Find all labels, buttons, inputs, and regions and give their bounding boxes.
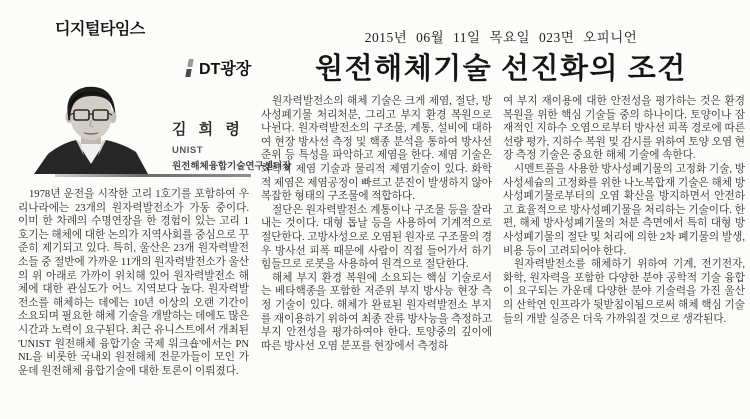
column-flag-icon bbox=[186, 59, 193, 77]
byline-divider bbox=[55, 174, 251, 177]
article-paragraph: 절단은 원자력발전소 계통이나 구조물 등을 잘라내는 것이다. 대형 톱날 등을 사용하여 기계적으로 절단한다. 고방사성으로 오염된 원자로 구조물의 경우 방사선 피폭 때문에 사람이 직접 들어가서 하기 힘들므로 로봇을 사용하여 원격으로 절단한다. bbox=[261, 204, 492, 271]
article-paragraph: 시멘트풀을 사용한 방사성폐기물의 고정화 기술, 방사성세슘의 고정화를 위한 나노복합재 기술은 해체 방사성폐기물로부터의 오염 확산을 방지하면서 안전하고 효율적으로 방사성폐기물을 처리하는 기술이다. 한편, 해체 방사성폐기물의 처분 측면에서 특히 대형 방사성폐기물의 절단 및 처리에 의한 2차 폐기물의 발생, 비용 등이 고려되어야 한다. bbox=[503, 163, 745, 257]
article-column-1 bbox=[18, 188, 249, 378]
article-paragraph: 해체 부지 환경 복원에 소요되는 핵심 기술로서는 베타핵종을 포함한 저준위 부지 방사능 현장 측정 기술이 있다. 해체가 완료된 원자력발전소 부지를 재이용하기 위하여 최종 잔류 방사능을 측정하고 부지 안전성을 평가하여야 한다. 토양중의 깊이에 따른 방사선 오염 분포를 현장에서 측정하 bbox=[261, 272, 492, 352]
article-column-2 bbox=[261, 95, 492, 353]
article-paragraph: 원자력발전소를 해체하기 위하여 기계, 전기전자, 화학, 원자력을 포함한 다양한 분야 공학적 기술 융합이 요구되는 가운데 다양한 분야 기술력을 가진 울산의 산학연 인프라가 뒷받침이됨으로써 해체 핵심 기술들의 개발 실증은 더욱 가까워질 것으로 생각된다. bbox=[503, 259, 745, 325]
article-headline: 원전해체기술 선진화의 조건 bbox=[315, 53, 687, 85]
edition-dateline: 2015년 06월 11일 목요일 023면 오피니언 bbox=[364, 30, 638, 45]
author-portrait-photo bbox=[28, 84, 152, 174]
article-paragraph: 1978년 운전을 시작한 고리 1호기를 포함하여 우리나라에는 23개의 원자력발전소가 가동 중이다. 이미 한 차례의 수명연장을 한 경험이 있는 고리 1호기는 해체에 대한 논의가 지역사회를 중심으로 꾸준히 제기되고 있다. 특히, 울산은 23개 원자력발전소들 중 절반에 가까운 11개의 원자력발전소가 울산의 위 아래로 가까이 위치해 있어 원자력발전소 해체에 대한 관심도가 어느 지역보다 높다. 원자력발전소를 해체하는 데에는 10년 이상의 오랜 기간이 소요되며 필요한 해체 기술을 개발하는 데에도 많은 시간과 노력이 요구된다. 최근 유니스트에서 개최된 'UNIST 원전해체 융합기술 국제 워크숍'에서는 PNNL을 비롯한 국내외 원전해체 전문가들이 모인 가운데 원전해체 융합기술에 대한 토론이 이뤄졌다. bbox=[18, 189, 249, 377]
column-section-header bbox=[186, 56, 251, 79]
newspaper-logo: 디지털타임스 bbox=[55, 21, 145, 38]
author-affiliation: UNIST bbox=[172, 145, 203, 156]
article-column-3 bbox=[503, 95, 745, 326]
author-position: 원전해체융합기술연구센터장 bbox=[172, 161, 292, 172]
portrait-illustration bbox=[28, 84, 152, 174]
author-name: 김 희 령 bbox=[172, 121, 244, 138]
article-paragraph: 원자력발전소의 해체 기술은 크게 제염, 절단, 방사성폐기물 처리처분, 그리고 부지 환경 복원으로 나뉜다. 원자력발전소의 구조물, 계통, 설비에 대하여 현장 방사선 측정 및 핵종 분석을 통하여 방사선 준위 등 특성을 파악하고 제염을 한다. 제염 기술은 화학적 제염 기술과 물리적 제염기술이 있다. 화학적 제염은 제염공정이 빠르고 분진이 발생하지 않아 복잡한 형태의 구조물에 적합하다. bbox=[261, 96, 492, 203]
column-section-label: DT광장 bbox=[199, 61, 252, 78]
article-paragraph: 여 부지 재이용에 대한 안전성을 평가하는 것은 환경 복원을 위한 핵심 기술들 중의 하나이다. 토양이나 잠재적인 지하수 오염으로부터 방사선 피폭 경로에 따른 선량 평가, 지하수 복원 및 감시를 위하여 토양 오염 현장 측정 기술은 중요한 해체 기술에 속한다. bbox=[503, 96, 745, 162]
